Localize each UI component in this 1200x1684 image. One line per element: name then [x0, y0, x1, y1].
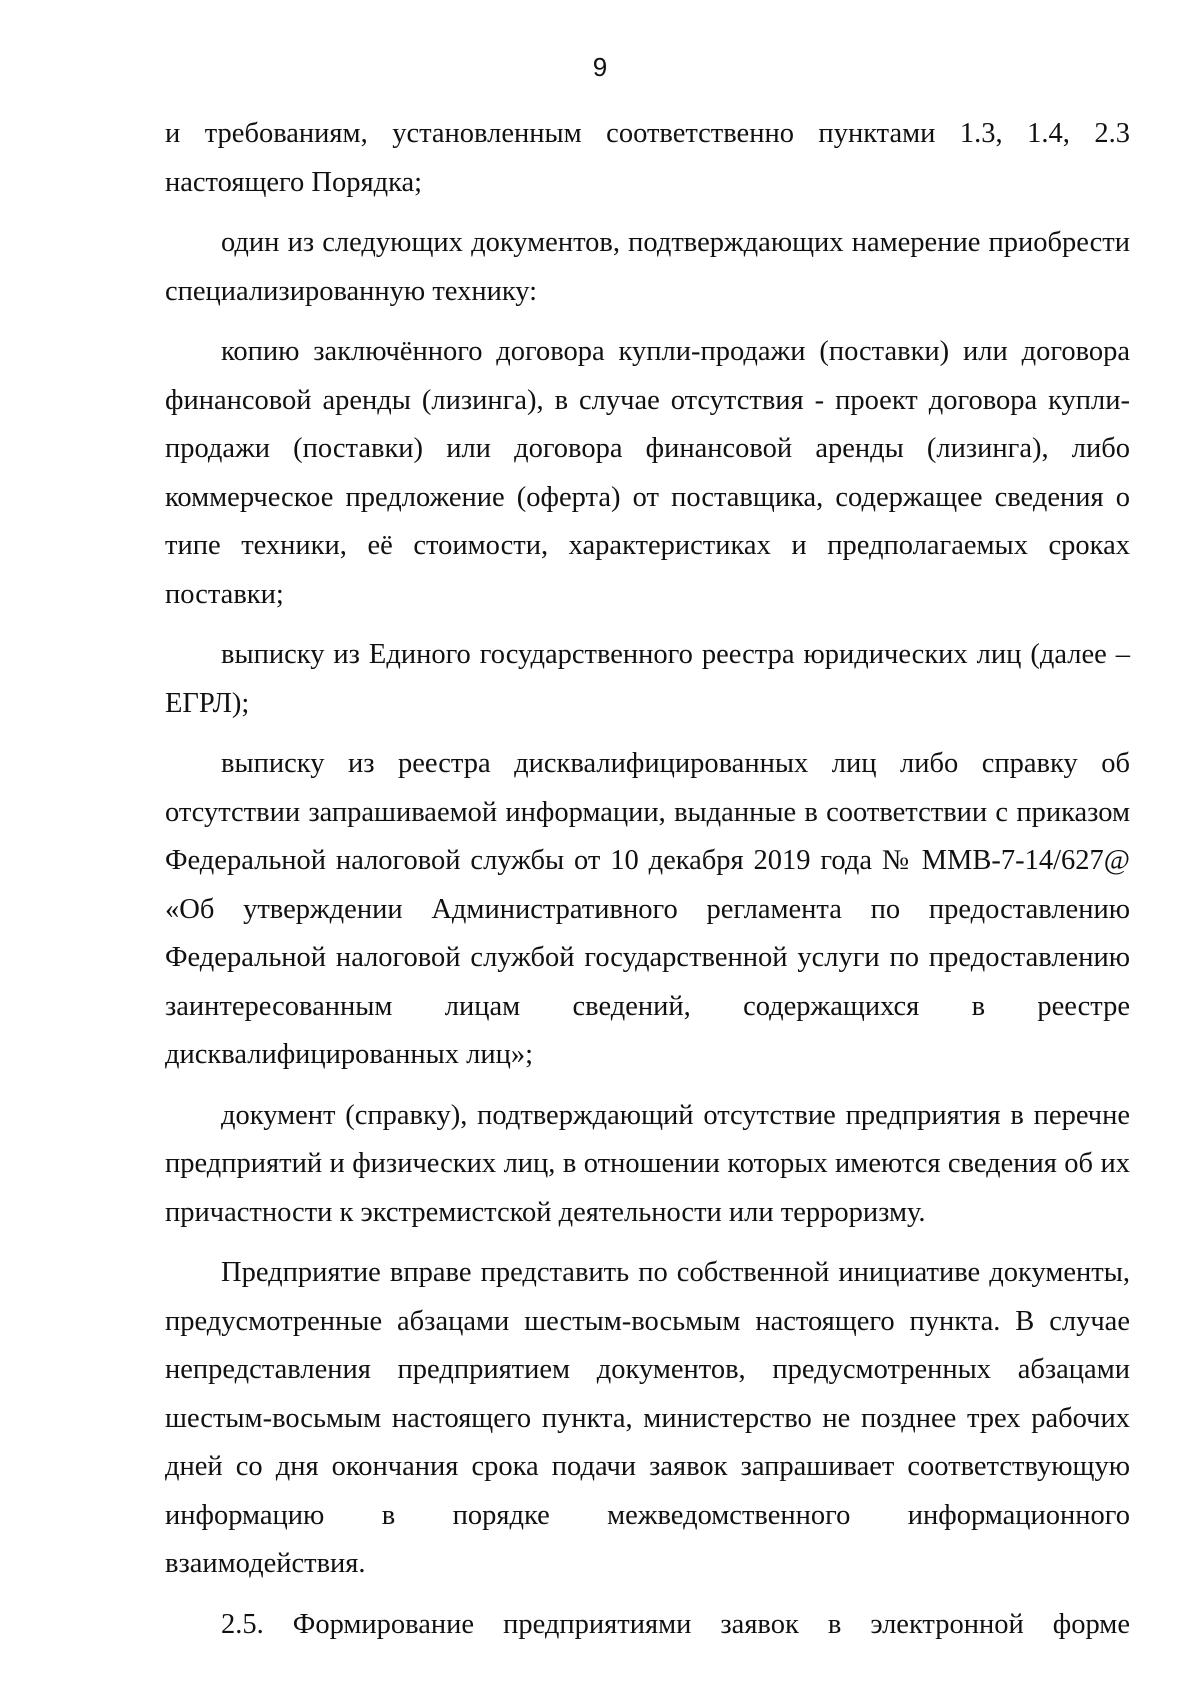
paragraph-disqualified-registry: выписку из реестра дисквалифицированных лиц либо справку об отсутствии запрашиваемой информации, выданные в соответствии с приказом Федеральной налоговой службы от 10 декабря 2019 года № ММВ-7-14/627@ «Об утверждении Административного регламента по предоставлению Федеральной налоговой службой государственной услуги по предоставлению заинтересованным лицам сведений, содержащихся в реестре дисквалифицированных лиц»; [165, 748, 1130, 1070]
paragraph-contract-copy: копию заключённого договора купли-продажи (поставки) или договора финансовой аренды (лизинга), в случае отсутствия - проект договора купли-продажи (поставки) или договора финансовой аренды (лизинга), либо коммерческое предложение (оферта) от поставщика, содержащее сведения о типе техники, её стоимости, характеристиках и предполагаемых сроках поставки; [165, 336, 1130, 610]
document-body [165, 110, 1130, 1661]
paragraph-own-initiative: Предприятие вправе представить по собственной инициативе документы, предусмотренные абзацами шестым-восьмым настоящего пункта. В случае непредставления предприятием документов, предусмотренных абзацами шестым-восьмым настоящего пункта, министерство не позднее трех рабочих дней со дня окончания срока подачи заявок запрашивает соответствующую информацию в порядке межведомственного информационного взаимодействия. [165, 1257, 1130, 1579]
paragraph-egrl-extract: выписку из Единого государственного реестра юридических лиц (далее – ЕГРЛ); [165, 639, 1130, 719]
paragraph-documents-intro: один из следующих документов, подтверждающих намерение приобрести специализированную технику: [165, 227, 1130, 307]
paragraph-section-2-5: 2.5. Формирование предприятиями заявок в электронной форме [221, 1608, 1130, 1640]
paragraph-extremism-certificate: документ (справку), подтверждающий отсутствие предприятия в перечне предприятий и физических лиц, в отношении которых имеются сведения об их причастности к экстремистской деятельности или терроризму. [165, 1099, 1130, 1228]
paragraph-continuation: и требованиям, установленным соответственно пунктами 1.3, 1.4, 2.3 настоящего Порядка; [165, 118, 1130, 198]
page-number: 9 [592, 52, 608, 82]
